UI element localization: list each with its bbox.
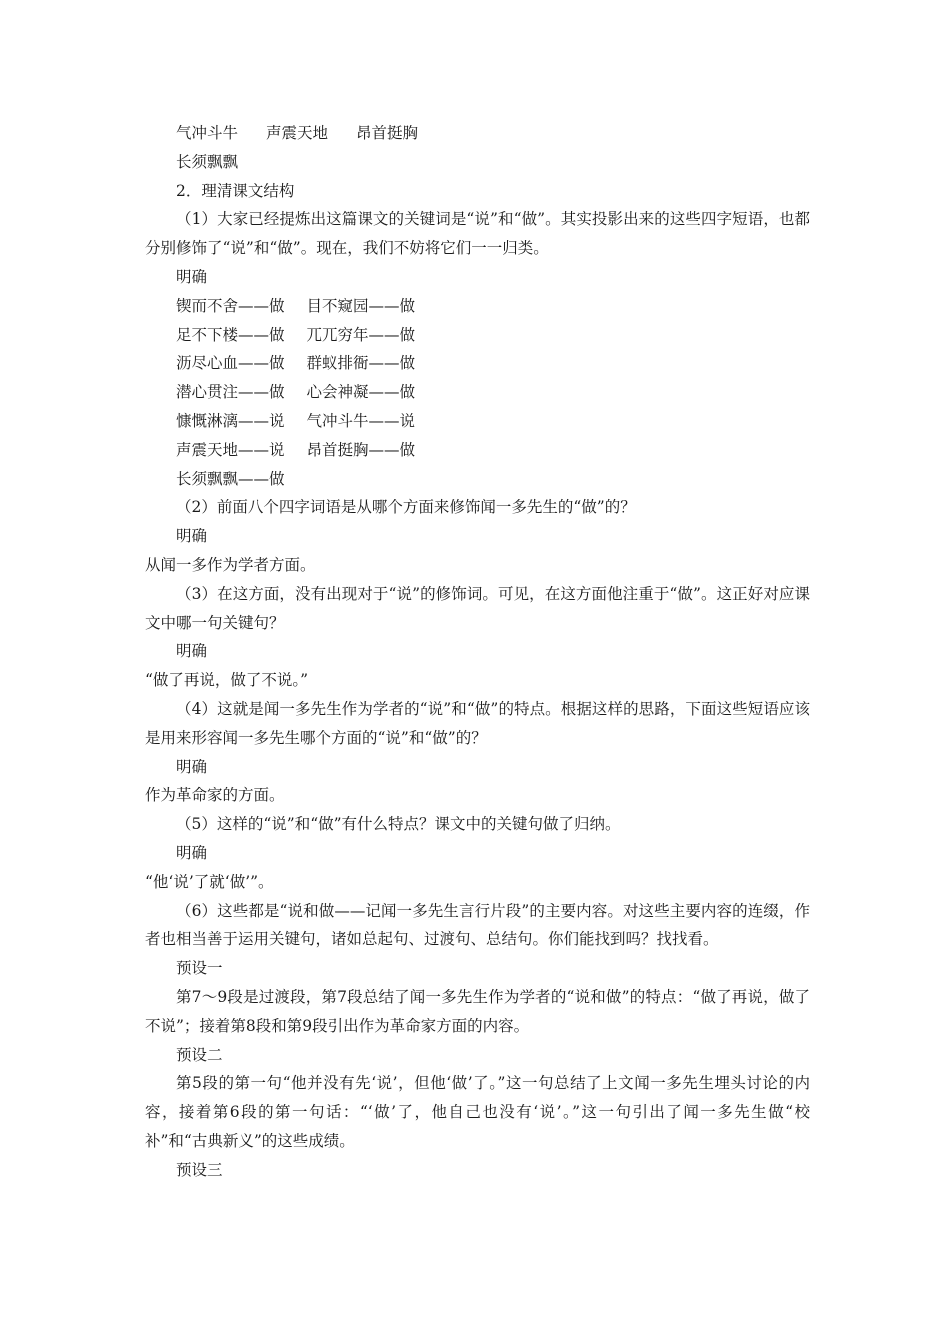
pair-row: [145, 349, 810, 378]
preset-1-text: 第7～9段是过渡段，第7段总结了闻一多先生作为学者的“说和做”的特点：“做了再说，做了不说”；接着第8段和第9段引出作为革命家方面的内容。: [145, 987, 810, 1035]
pair-item: 目不窥园——做: [306, 296, 416, 315]
question-6: （6）这些都是“说和做——记闻一多先生言行片段”的主要内容。对这些主要内容的连缀，作者也相当善于运用关键句，诸如总起句、过渡句、总结句。你们能找到吗？找找看。: [145, 901, 810, 949]
pair-row: [145, 321, 810, 350]
pair-item: 锲而不舍——做: [176, 296, 285, 315]
pair-item: 慷慨淋漓——说: [176, 411, 285, 430]
pair-row: [145, 436, 810, 465]
question-2: （2）前面八个四字词语是从哪个方面来修饰闻一多先生的“做”的？: [176, 498, 636, 517]
answer-3: “做了再说，做了不说。”: [145, 671, 309, 690]
question-1: （1）大家已经提炼出这篇课文的关键词是“说”和“做”。其实投影出来的这些四字短语，也都分别修饰了“说”和“做”。现在，我们不妨将它们一一归类。: [145, 210, 810, 258]
phrase: 昂首挺胸: [356, 124, 419, 142]
phrase-last: 长须飘飘: [176, 152, 239, 171]
pair-item: 昂首挺胸——做: [306, 440, 416, 459]
answer-4: 作为革命家的方面。: [145, 786, 285, 805]
answer-label: 明确: [176, 642, 208, 661]
preset-label: 预设三: [176, 1160, 223, 1179]
pair-row: [145, 378, 810, 407]
pair-row: [145, 407, 810, 436]
question-3: （3）在这方面，没有出现对于“说”的修饰词。可见，在这方面他注重于“做”。这正好对应课文中哪一句关键句？: [145, 584, 810, 632]
answer-5: “他‘说’了就‘做’”。: [145, 872, 274, 891]
pair-row: [145, 292, 810, 321]
answer-label: 明确: [176, 267, 208, 286]
preset-label: 预设一: [176, 959, 223, 978]
pair-last: 长须飘飘——做: [176, 469, 285, 488]
phrase: 气冲斗牛: [176, 124, 239, 142]
pair-item: 潜心贯注——做: [176, 383, 285, 402]
pair-item: 心会神凝——做: [306, 383, 416, 402]
preset-label: 预设二: [176, 1045, 223, 1064]
answer-label: 明确: [176, 843, 208, 862]
answer-label: 明确: [176, 757, 208, 776]
pair-item: 气冲斗牛——说: [306, 411, 416, 430]
pair-item: 兀兀穷年——做: [306, 325, 416, 344]
pair-item: 足不下楼——做: [176, 325, 285, 344]
question-4: （4）这就是闻一多先生作为学者的“说”和“做”的特点。根据这样的思路，下面这些短语应该是用来形容闻一多先生哪个方面的“说”和“做”的？: [145, 699, 810, 747]
preset-2-text: 第5段的第一句“他并没有先‘说’，但他‘做’了。”这一句总结了上文闻一多先生埋头讨论的内容，接着第6段的第一句话：“‘做’了，他自己也没有‘说’。”这一句引出了闻一多先生做“校补”和“古典新义”的这些成绩。: [145, 1074, 810, 1150]
phrase: 声震天地: [266, 124, 329, 142]
document-body: [145, 119, 810, 1184]
answer-label: 明确: [176, 527, 208, 546]
phrase-row: [145, 119, 810, 148]
answer-2: 从闻一多作为学者方面。: [145, 555, 316, 574]
question-5: （5）这样的“说”和“做”有什么特点？课文中的关键句做了归纳。: [176, 815, 621, 834]
pair-item: 声震天地——说: [176, 440, 285, 459]
section-title: 2．理清课文结构: [176, 181, 295, 200]
pair-item: 沥尽心血——做: [176, 354, 285, 373]
pair-item: 群蚁排衙——做: [306, 354, 416, 373]
